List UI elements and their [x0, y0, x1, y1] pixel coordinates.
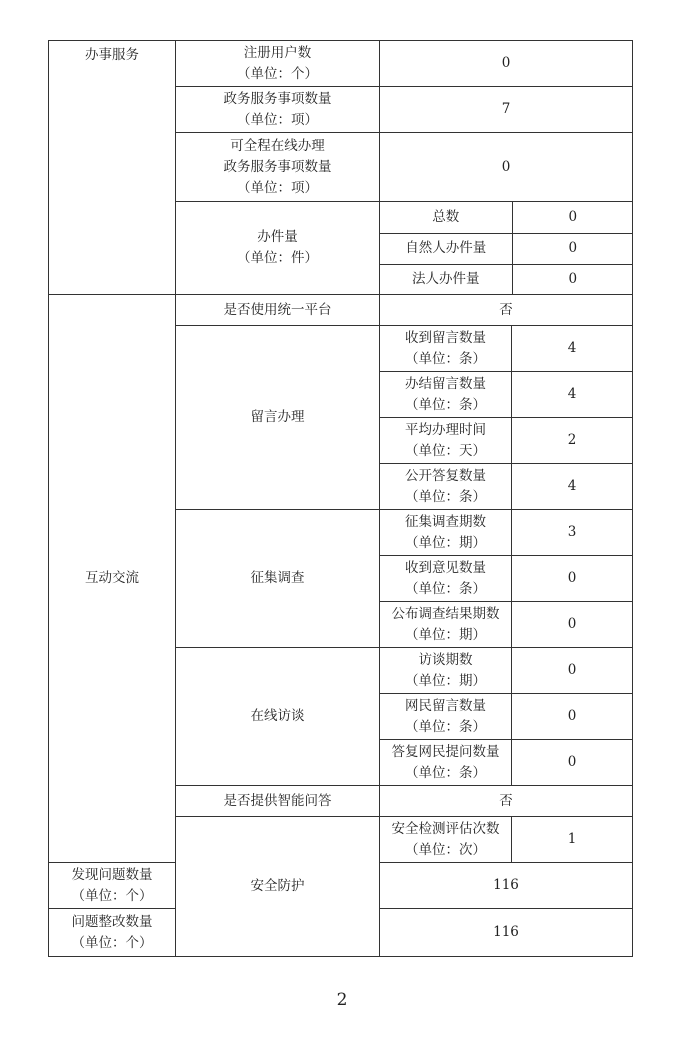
cases-total-value: 0	[512, 202, 633, 233]
report-table	[48, 40, 633, 957]
security-found-label: 发现问题数量 （单位：个）	[49, 863, 176, 909]
cases-subtable-cell	[380, 202, 633, 295]
cases-legal-value: 0	[568, 270, 578, 287]
interview-answered-label: 答复网民提问数量 （单位：条）	[380, 740, 512, 786]
section-service: 办事服务	[49, 41, 176, 295]
registered-users-label: 注册用户数 （单位：个）	[176, 41, 380, 87]
survey-periods-value: 3	[512, 510, 633, 556]
interview-label: 在线访谈	[176, 648, 380, 786]
online-items-label: 可全程在线办理 政务服务事项数量 （单位：项）	[176, 133, 380, 202]
security-checks-value: 1	[512, 817, 633, 863]
msg-received-label: 收到留言数量 （单位：条）	[380, 326, 512, 372]
row-platform	[49, 295, 633, 326]
page-number: 2	[336, 990, 348, 1010]
msg-done-label: 办结留言数量 （单位：条）	[380, 372, 512, 418]
survey-label: 征集调查	[176, 510, 380, 648]
security-found-value: 116	[380, 863, 633, 909]
msg-received-value: 4	[512, 326, 633, 372]
cases-legal-label: 法人办件量	[380, 264, 512, 294]
msg-avg-time-label: 平均办理时间 （单位：天）	[380, 418, 512, 464]
msg-avg-time-value: 2	[512, 418, 633, 464]
cases-natural-label: 自然人办件量	[380, 233, 512, 264]
survey-opinions-label: 收到意见数量 （单位：条）	[380, 556, 512, 602]
cases-label: 办件量 （单位：件）	[176, 202, 380, 295]
smart-qa-label: 是否提供智能问答	[176, 786, 380, 817]
online-items-value: 0	[380, 133, 633, 202]
security-fixed-value: 116	[380, 909, 633, 957]
cases-subtable	[380, 202, 633, 294]
interview-answered-value: 0	[512, 740, 633, 786]
section-security: 安全防护	[176, 817, 380, 957]
interview-netizen-value: 0	[512, 694, 633, 740]
interview-periods-label: 访谈期数 （单位：期）	[380, 648, 512, 694]
smart-qa-value: 否	[380, 786, 633, 817]
survey-opinions-value: 0	[512, 556, 633, 602]
section-interaction: 互动交流	[49, 295, 176, 863]
security-fixed-label: 问题整改数量 （单位：个）	[49, 909, 176, 957]
interview-periods-value: 0	[512, 648, 633, 694]
cases-total-label: 总数	[380, 202, 512, 233]
registered-users-value: 0	[380, 41, 633, 87]
survey-results-value: 0	[512, 602, 633, 648]
row-registered-users	[49, 41, 633, 87]
platform-label: 是否使用统一平台	[176, 295, 380, 326]
msg-done-value: 4	[512, 372, 633, 418]
msg-public-reply-label: 公开答复数量 （单位：条）	[380, 464, 512, 510]
survey-results-label: 公布调查结果期数 （单位：期）	[380, 602, 512, 648]
cases-natural-value: 0	[512, 233, 633, 264]
interview-netizen-label: 网民留言数量 （单位：条）	[380, 694, 512, 740]
messages-label: 留言办理	[176, 326, 380, 510]
service-items-value: 7	[380, 87, 633, 133]
platform-value: 否	[380, 295, 633, 326]
security-checks-label: 安全检测评估次数 （单位：次）	[380, 817, 512, 863]
msg-public-reply-value: 4	[512, 464, 633, 510]
service-items-label: 政务服务事项数量 （单位：项）	[176, 87, 380, 133]
survey-periods-label: 征集调查期数 （单位：期）	[380, 510, 512, 556]
